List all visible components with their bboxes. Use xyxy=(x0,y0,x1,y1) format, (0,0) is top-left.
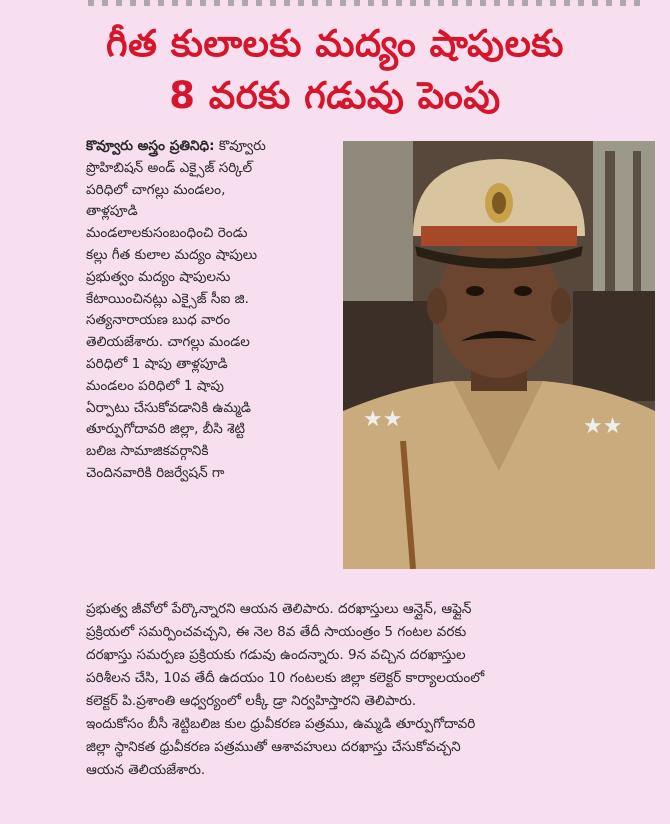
article-line: చెందినవారికి రిజర్వేషన్ గా xyxy=(86,464,225,481)
article-line: పరిధిలో చాగల్లు మండలం, xyxy=(86,181,226,198)
officer-photo xyxy=(343,141,655,569)
article-line: ఆయన తెలియజేశారు. xyxy=(86,762,206,778)
article-line: దరఖాస్తు సమర్పణ ప్రక్రియకు గడువు ఉందన్నారు. 9న వచ్చిన దరఖాస్తుల xyxy=(86,647,466,663)
article-first-line xyxy=(86,136,332,158)
article-line: మండలం పరిధిలో 1 షాపు xyxy=(86,377,224,394)
headline-line-1: గీత కులాలకు మద్యం షాపులకు xyxy=(106,22,564,65)
article-line: జిల్లా స్థానికత ధ్రువీకరణ పత్రముతో ఆశావహులు దరఖాస్తు చేసుకోవచ్చని xyxy=(86,739,461,755)
article-narrow-column xyxy=(86,136,332,485)
article-line: తాళ్లపూడి xyxy=(86,203,138,220)
headline-line-2: 8 వరకు గడువు పెంపు xyxy=(169,74,501,117)
article-line: పరిశీలన చేసి, 10వ తేదీ ఉదయం 10 గంటలకు జిల్లా కలెక్టర్ కార్యాలయంలో xyxy=(86,670,485,686)
article-line: ఇందుకోసం బీసీ శెట్టిబలిజ కుల ధ్రువీకరణ పత్రము, ఉమ్మడి తూర్పుగోదావరి xyxy=(86,716,476,732)
article-line: కలెక్టర్ పి.ప్రశాంతి ఆధ్వర్యంలో లక్కీ డ్రా నిర్వహిస్తారని తెలిపారు. xyxy=(86,693,417,709)
article-line: ప్రభుత్వ జీవోలో పేర్కొన్నారని ఆయన తెలిపారు. దరఖాస్తులు ఆన్లైన్, ఆఫ్లైన్ xyxy=(86,601,472,617)
article-line: ప్రభుత్వం మద్యం షాపులను xyxy=(86,268,231,285)
article-line: కల్లు గీత కులాల మద్యం షాపులు xyxy=(86,246,258,263)
article-line: మండలాలకుసంబంధించి రెండు xyxy=(86,225,248,242)
article-line: తెలియజేశారు. చాగల్లు మండల xyxy=(86,334,250,351)
svg-text:★★: ★★ xyxy=(363,407,403,432)
article-line: ఏర్పాటు చేసుకోవడానికి ఉమ్మడి xyxy=(86,399,251,416)
article-line: కొవ్వూరు xyxy=(218,138,266,154)
svg-text:★★: ★★ xyxy=(583,414,623,439)
article-line: ప్రొహిబిషన్ అండ్ ఎక్సైజ్ సర్కిల్ xyxy=(86,159,253,176)
article-line: ప్రక్రియలో సమర్పించవచ్చని, ఈ నెల 8వ తేదీ సాయంత్రం 5 గంటల వరకు xyxy=(86,624,467,640)
article-line: సత్యనారాయణ బుధ వారం xyxy=(86,312,231,329)
article-line: పరిధిలో 1 షాపు తాళ్లపూడి xyxy=(86,355,228,372)
cropped-previous-text xyxy=(88,0,648,6)
article-line: తూర్పుగోదావరి జిల్లా, బీసి శెట్టి xyxy=(86,421,246,438)
article-line: బలిజ సామాజికవర్గానికి xyxy=(86,443,209,460)
headline xyxy=(0,18,670,122)
dateline: కొవ్వూరు అస్త్రం ప్రతినిధి: xyxy=(86,138,215,154)
article-line: కేటాయించినట్లు ఎక్సైజ్ సీఐ జి. xyxy=(86,290,249,307)
article-wide-column xyxy=(86,598,658,782)
